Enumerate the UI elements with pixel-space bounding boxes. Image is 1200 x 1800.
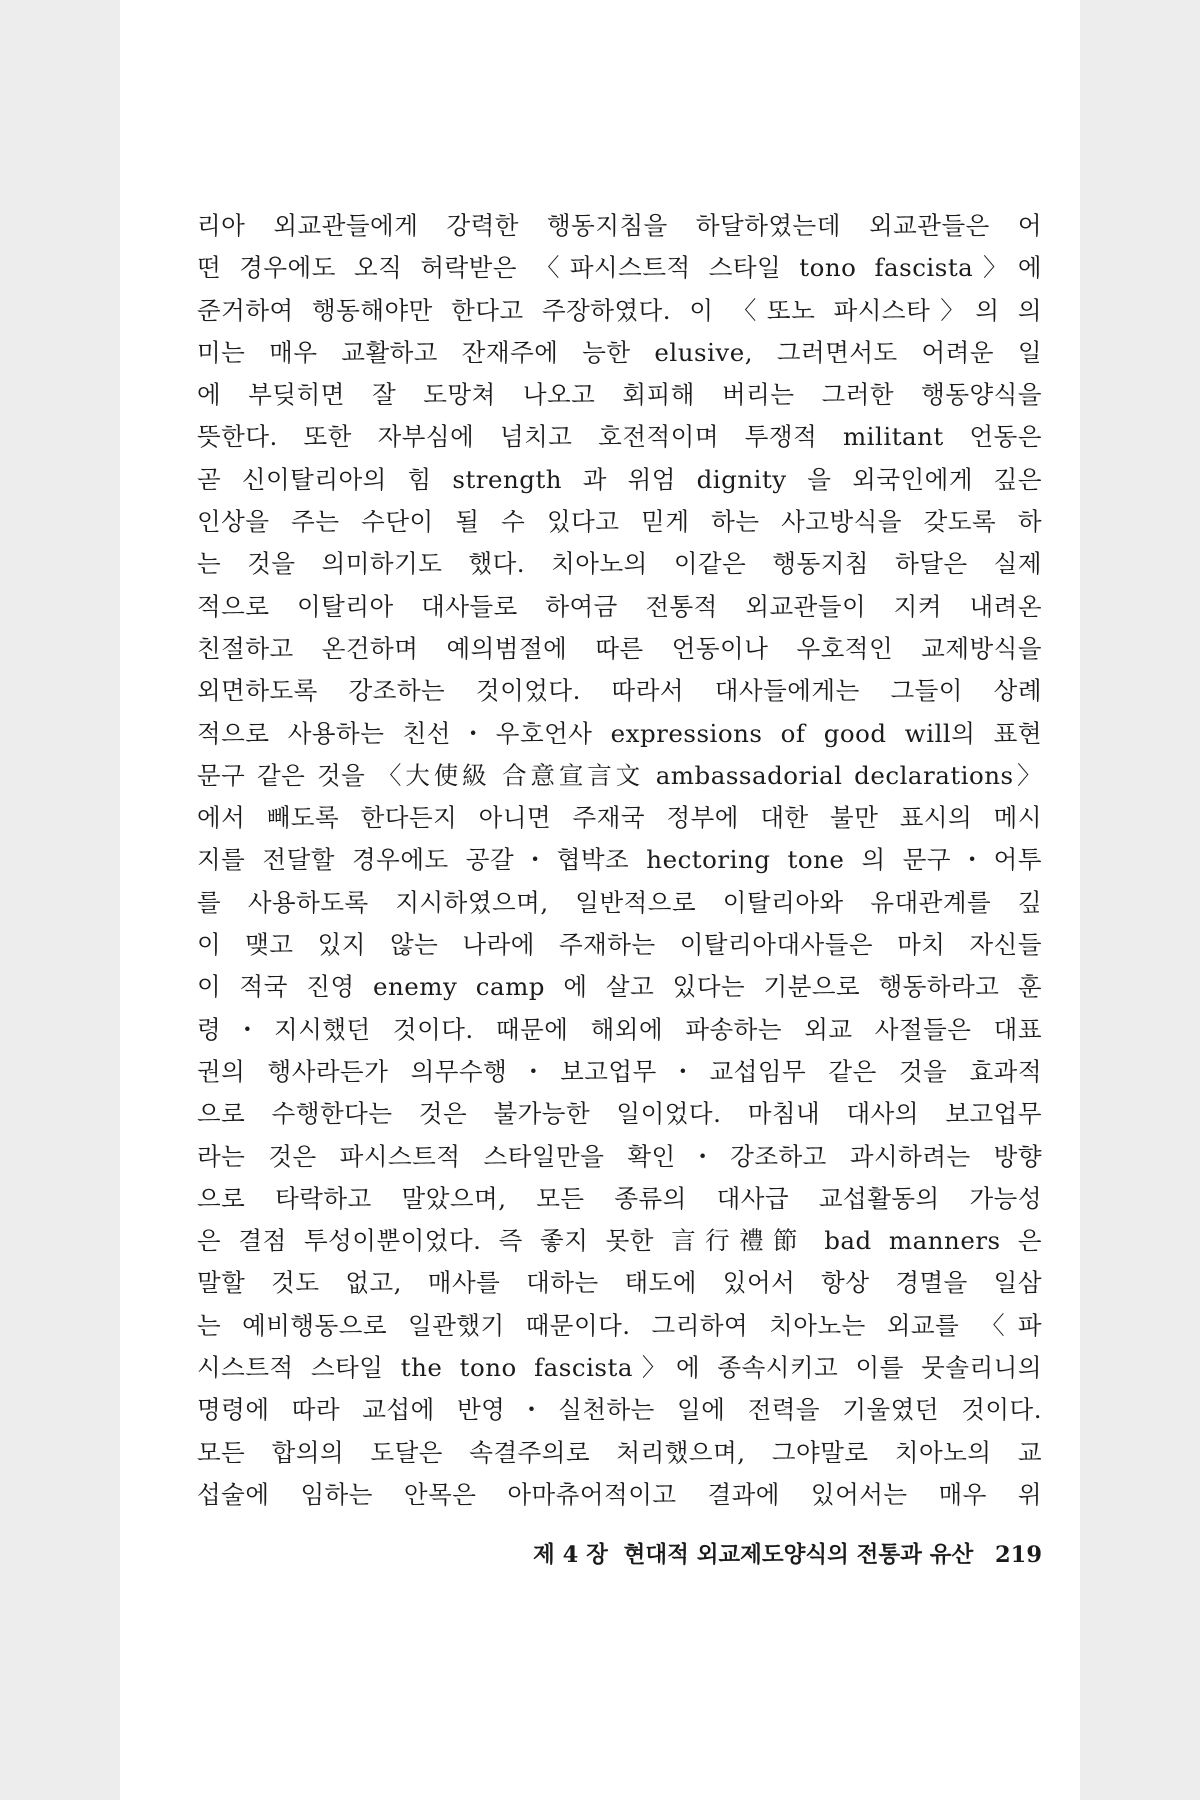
text-line: 준거하여 행동해야만 한다고 주장하였다. 이 〈또노 파시스타〉의 의 xyxy=(197,295,1042,325)
book-page xyxy=(120,0,1080,1800)
footer-title: 현대적 외교제도양식의 전통과 유산 xyxy=(623,1542,974,1568)
text-line: 이 맺고 있지 않는 나라에 주재하는 이탈리아대사들은 마치 자신들 xyxy=(197,930,1042,960)
text-line: 는 것을 의미하기도 했다. 치아노의 이같은 행동지침 하달은 실제 xyxy=(197,549,1042,579)
text-line: 적으로 이탈리아 대사들로 하여금 전통적 외교관들이 지켜 내려온 xyxy=(197,591,1042,621)
body-text xyxy=(197,205,1042,1516)
text-line: 뜻한다. 또한 자부심에 넘치고 호전적이며 투쟁적 militant 언동은 xyxy=(197,422,1042,452)
text-line: 인상을 주는 수단이 될 수 있다고 믿게 하는 사고방식을 갖도록 하 xyxy=(197,507,1042,537)
text-line: 이 적국 진영 enemy camp 에 살고 있다는 기분으로 행동하라고 훈 xyxy=(197,972,1042,1002)
running-footer xyxy=(462,1535,1042,1575)
text-line: 명령에 따라 교섭에 반영・실천하는 일에 전력을 기울였던 것이다. xyxy=(197,1395,1042,1425)
text-line: 떤 경우에도 오직 허락받은 〈파시스트적 스타일 tono fascista〉에 xyxy=(197,253,1042,283)
text-line: 권의 행사라든가 의무수행・보고업무・교섭임무 같은 것을 효과적 xyxy=(197,1056,1042,1086)
text-line: 말할 것도 없고, 매사를 대하는 태도에 있어서 항상 경멸을 일삼 xyxy=(197,1268,1042,1298)
text-line: 으로 수행한다는 것은 불가능한 일이었다. 마침내 대사의 보고업무 xyxy=(197,1099,1042,1129)
text-line: 를 사용하도록 지시하였으며, 일반적으로 이탈리아와 유대관계를 깊 xyxy=(197,887,1042,917)
page-number: 219 xyxy=(995,1542,1042,1568)
text-line: 문구 같은 것을 〈大使級 合意宣言文 ambassadorial declarations〉 xyxy=(197,760,1042,790)
text-line: 곧 신이탈리아의 힘 strength 과 위엄 dignity 을 외국인에게 깊은 xyxy=(197,464,1042,494)
text-line: 모든 합의의 도달은 속결주의로 처리했으며, 그야말로 치아노의 교 xyxy=(197,1437,1042,1467)
text-line: 지를 전달할 경우에도 공갈・협박조 hectoring tone 의 문구・어투 xyxy=(197,845,1042,875)
text-line: 는 예비행동으로 일관했기 때문이다. 그리하여 치아노는 외교를 〈파 xyxy=(197,1310,1042,1340)
text-line: 으로 타락하고 말았으며, 모든 종류의 대사급 교섭활동의 가능성 xyxy=(197,1183,1042,1213)
footer-chapter: 제 4 장 xyxy=(533,1542,608,1568)
text-line: 친절하고 온건하며 예의범절에 따른 언동이나 우호적인 교제방식을 xyxy=(197,633,1042,663)
text-line: 에서 빼도록 한다든지 아니면 주재국 정부에 대한 불만 표시의 메시 xyxy=(197,803,1042,833)
text-line: 리아 외교관들에게 강력한 행동지침을 하달하였는데 외교관들은 어 xyxy=(197,211,1042,240)
text-line: 은 결점 투성이뿐이었다. 즉 좋지 못한 言行禮節 bad manners 은 xyxy=(197,1226,1042,1256)
text-line: 령・지시했던 것이다. 때문에 해외에 파송하는 외교 사절들은 대표 xyxy=(197,1014,1042,1044)
text-line: 라는 것은 파시스트적 스타일만을 확인・강조하고 과시하려는 방향 xyxy=(197,1141,1042,1171)
text-line: 외면하도록 강조하는 것이었다. 따라서 대사들에게는 그들이 상례 xyxy=(197,676,1042,706)
text-line: 에 부딪히면 잘 도망쳐 나오고 회피해 버리는 그러한 행동양식을 xyxy=(197,380,1042,410)
text-line: 미는 매우 교활하고 잔재주에 능한 elusive, 그러면서도 어려운 일 xyxy=(197,337,1042,367)
text-line: 시스트적 스타일 the tono fascista〉에 종속시키고 이를 뭇솔리니의 xyxy=(197,1353,1042,1383)
text-line: 적으로 사용하는 친선・우호언사 expressions of good will의 표현 xyxy=(197,718,1042,748)
text-line: 섭술에 임하는 안목은 아마츄어적이고 결과에 있어서는 매우 위 xyxy=(197,1479,1042,1509)
